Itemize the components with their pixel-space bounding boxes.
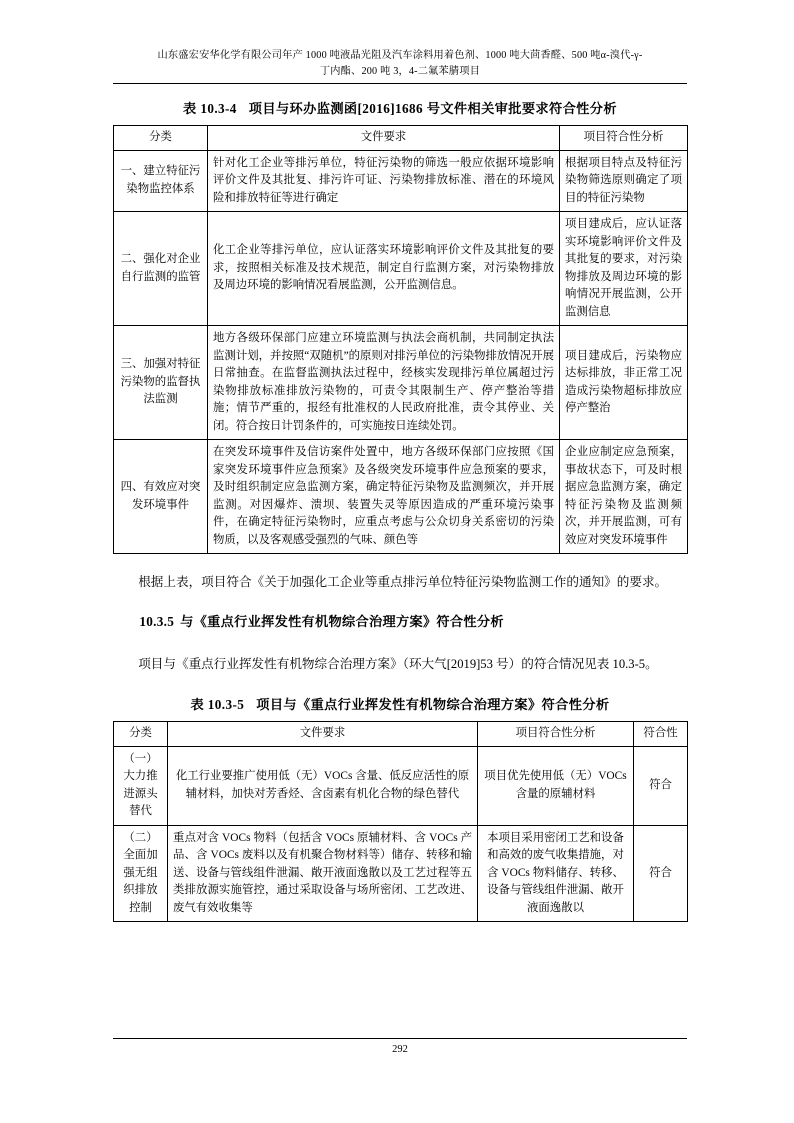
- table-1035-row-1-requirement: 重点对含 VOCs 物料（包括含 VOCs 原辅材料、含 VOCs 产品、含 VOCs 废料以及有机聚合物材料等）储存、转移和输送、设备与管线组件泄漏、敞开液面逸散以及工艺过程等五类排放源实施管控，通过采取设备与场所密闭、工艺改进、废气有效收集等: [168, 825, 478, 922]
- table-1034-row-2-requirement: 地方各级环保部门应建立环境监测与执法会商机制，共同制定执法监测计划，并按照“双随机”的原则对排污单位的污染物排放情况开展日常抽查。在监督监测执法过程中，经核实发现排污单位属超过污染物排放标准排放污染物的，可责令其限制生产、停产整治等措施；情节严重的，报经有批准权的人民政府批准，责令其停业、关闭。符合按日计罚条件的，可实施按日连续处罚。: [208, 326, 560, 440]
- table-1034-row-2-category: 三、加强对特征污染物的监督执法监测: [114, 326, 208, 440]
- table-1034-row-3-analysis: 企业应制定应急预案，事故状态下，可及时根据应急监测方案，确定特征污染物及监测频次，并开展监测，可有效应对突发环境事件: [560, 440, 688, 554]
- header-divider: [113, 83, 687, 84]
- table-1035-caption-number: 表 10.3-5: [190, 697, 245, 712]
- footer-divider: [113, 1038, 687, 1039]
- paragraph-conclusion: 根据上表，项目符合《关于加强化工企业等重点排污单位特征污染物监测工作的通知》的要求。: [138, 575, 668, 589]
- table-1035-caption-title: 项目与《重点行业挥发性有机物综合治理方案》符合性分析: [256, 697, 610, 712]
- table-1034-caption-number: 表 10.3-4: [183, 101, 237, 116]
- running-header: [113, 48, 687, 80]
- table-1035-header-conformity: 符合性: [634, 722, 688, 747]
- section-number: 10.3.5: [139, 614, 175, 629]
- table-1035-row-1-analysis: 本项目采用密闭工艺和设备和高效的废气收集措施，对含 VOCs 物料储存、转移、设备与管线组件泄漏、敞开液面逸散以: [478, 825, 634, 922]
- table-row: [114, 326, 688, 440]
- table-1034-row-2-analysis: 项目建成后，污染物应达标排放，非正常工况造成污染物超标排放应停产整治: [560, 326, 688, 440]
- running-header-line-1: 山东盛宏安华化学有限公司年产 1000 吨液晶光阻及汽车涂料用着色剂、1000 吨大茴香醛、500 吨α-溴代-γ-: [157, 50, 643, 61]
- table-row: [114, 440, 688, 554]
- table-1034-row-3-requirement: 在突发环境事件及信访案件处置中，地方各级环保部门应按照《国家突发环境事件应急预案》及各级突发环境事件应急预案的要求，及时组织制定应急监测方案，确定特征污染物及监测频次，并开展监测。对因爆炸、溃坝、装置失灵等原因造成的严重环境污染事件，在确定特征污染物时，应重点考虑与公众切身关系密切的污染物质，以及客观感受强烈的气味、颜色等: [208, 440, 560, 554]
- page-content: [113, 48, 687, 922]
- table-1034-caption: [113, 98, 687, 117]
- table-row: [114, 746, 688, 825]
- table-1035-header-analysis: 项目符合性分析: [478, 722, 634, 747]
- table-1035-row-0-conformity: 符合: [634, 746, 688, 825]
- page-number: 292: [392, 1044, 408, 1055]
- table-row: [114, 150, 688, 212]
- table-row: [114, 825, 688, 922]
- table-1034-row-1-analysis: 项目建成后，应认证落实环境影响评价文件及其批复的要求，对污染物排放及周边环境的影响情况开展监测，公开监测信息: [560, 212, 688, 326]
- table-row: [114, 212, 688, 326]
- table-1035-row-1-conformity: 符合: [634, 825, 688, 922]
- table-1035-header-category: 分类: [114, 722, 168, 747]
- table-1034-row-1-category: 二、强化对企业自行监测的监管: [114, 212, 208, 326]
- paragraph-intro-1035: 项目与《重点行业挥发性有机物综合治理方案》（环大气[2019]53 号）的符合情况见表 10.3-5。: [138, 657, 658, 671]
- table-1035-header-requirement: 文件要求: [168, 722, 478, 747]
- table-1035-caption: [113, 694, 687, 713]
- table-1034-row-1-requirement: 化工企业等排污单位，应认证落实环境影响评价文件及其批复的要求，按照相关标准及技术规范，制定自行监测方案，对污染物排放及周边环境的影响情况看展监测，公开监测信息。: [208, 212, 560, 326]
- table-1035: [113, 721, 688, 922]
- table-1034-row-3-category: 四、有效应对突发环境事件: [114, 440, 208, 554]
- section-heading-1035: [113, 608, 687, 636]
- table-1035-row-1-category: （二）全面加强无组织排放控制: [114, 825, 168, 922]
- table-1035-row-0-analysis: 项目优先使用低（无）VOCs 含量的原辅材料: [478, 746, 634, 825]
- table-1034-row-0-analysis: 根据项目特点及特征污染物筛选原则确定了项目的特征污染物: [560, 150, 688, 212]
- table-1034-header-requirement: 文件要求: [208, 126, 560, 151]
- page-footer: [113, 1038, 687, 1057]
- table-1035-row-0-requirement: 化工行业要推广使用低（无）VOCs 含量、低反应活性的原辅材料，加快对芳香烃、含卤素有机化合物的绿色替代: [168, 746, 478, 825]
- table-1034: [113, 125, 688, 554]
- running-header-line-2: 丁内酯、200 吨 3，4-二氟苯腈项目: [319, 66, 481, 77]
- table-1034-header-analysis: 项目符合性分析: [560, 126, 688, 151]
- table-1034-header-row: [114, 126, 688, 151]
- table-1034-header-category: 分类: [114, 126, 208, 151]
- table-1035-row-0-category: （一）大力推进源头替代: [114, 746, 168, 825]
- table-1035-header-row: [114, 722, 688, 747]
- table-1034-caption-title: 项目与环办监测函[2016]1686 号文件相关审批要求符合性分析: [248, 101, 617, 116]
- table-1034-row-0-category: 一、建立特征污染物监控体系: [114, 150, 208, 212]
- table-1034-row-0-requirement: 针对化工企业等排污单位，特征污染物的筛选一般应依据环境影响评价文件及其批复、排污许可证、污染物排放标准、潜在的环境风险和排放特征等进行确定: [208, 150, 560, 212]
- section-title: 与《重点行业挥发性有机物综合治理方案》符合性分析: [180, 614, 504, 629]
